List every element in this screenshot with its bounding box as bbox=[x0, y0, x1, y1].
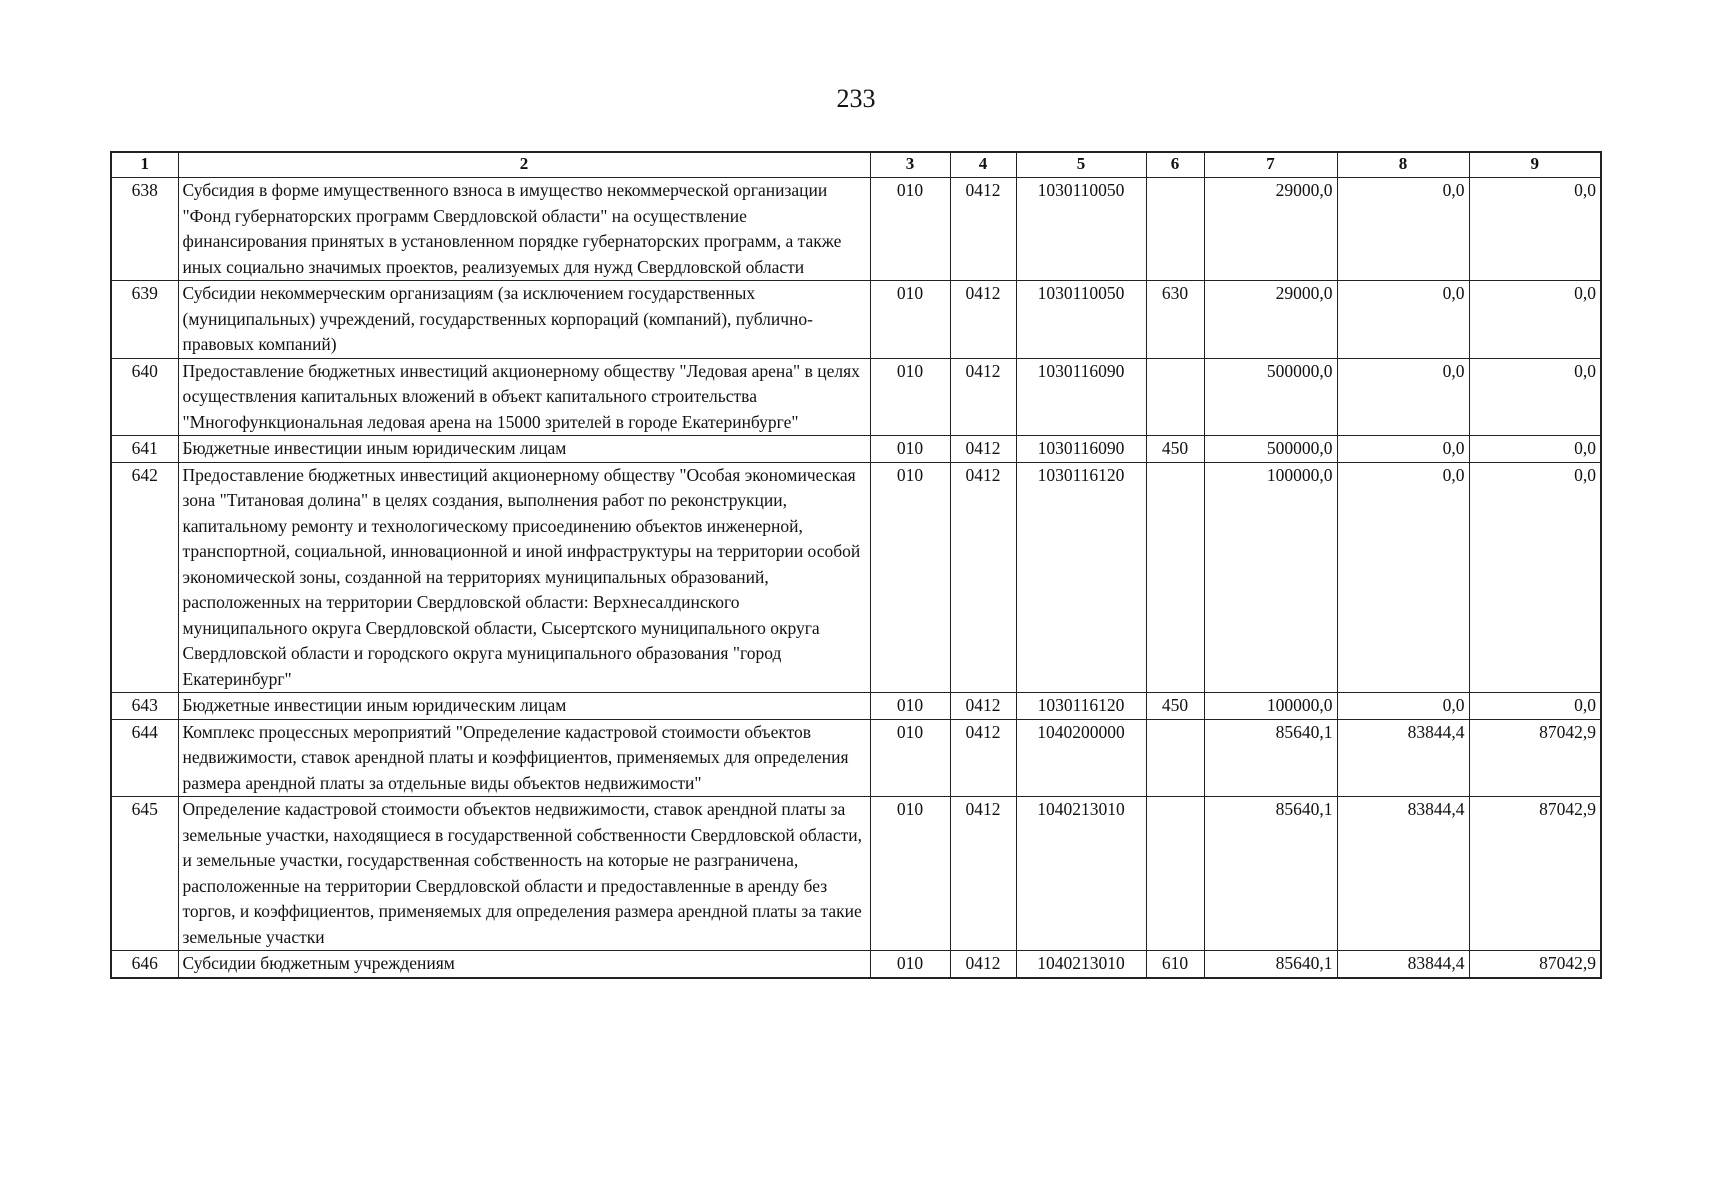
cell-col8: 0,0 bbox=[1337, 358, 1469, 436]
cell-col8: 0,0 bbox=[1337, 178, 1469, 281]
row-number: 645 bbox=[111, 797, 178, 951]
row-number: 642 bbox=[111, 462, 178, 693]
row-number: 640 bbox=[111, 358, 178, 436]
column-header: 8 bbox=[1337, 152, 1469, 178]
cell-col9: 87042,9 bbox=[1469, 797, 1601, 951]
cell-col3: 010 bbox=[870, 951, 950, 978]
cell-col9: 0,0 bbox=[1469, 281, 1601, 359]
column-header: 2 bbox=[178, 152, 870, 178]
cell-col5: 1030116120 bbox=[1016, 693, 1146, 720]
cell-col4: 0412 bbox=[950, 797, 1016, 951]
cell-col6: 610 bbox=[1146, 951, 1204, 978]
row-description: Субсидии некоммерческим организациям (за исключением государственных (муниципальных) учреждений, государственных корпораций (компаний), публично-правовых компаний) bbox=[178, 281, 870, 359]
cell-col4: 0412 bbox=[950, 951, 1016, 978]
cell-col7: 85640,1 bbox=[1204, 951, 1337, 978]
cell-col6 bbox=[1146, 178, 1204, 281]
cell-col5: 1040213010 bbox=[1016, 951, 1146, 978]
cell-col6: 450 bbox=[1146, 436, 1204, 463]
row-description: Предоставление бюджетных инвестиций акционерному обществу "Особая экономическая зона "Титановая долина" в целях создания, выполнения работ по реконструкции, капитальному ремонту и технологическому присоединению объектов инженерной, транспортной, социальной, инновационной и иной инфраструктуры на территории особой экономической зоны, созданной на территориях муниципальных образований, расположенных на территории Свердловской области: Верхнесалдинского муниципального округа Свердловской области, Сысертского муниципального округа Свердловской области и городского округа муниципального образования "город Екатеринбург" bbox=[178, 462, 870, 693]
cell-col6 bbox=[1146, 719, 1204, 797]
cell-col4: 0412 bbox=[950, 178, 1016, 281]
cell-col8: 0,0 bbox=[1337, 436, 1469, 463]
cell-col3: 010 bbox=[870, 719, 950, 797]
cell-col5: 1030110050 bbox=[1016, 178, 1146, 281]
cell-col9: 0,0 bbox=[1469, 462, 1601, 693]
cell-col6: 630 bbox=[1146, 281, 1204, 359]
cell-col8: 83844,4 bbox=[1337, 797, 1469, 951]
cell-col3: 010 bbox=[870, 281, 950, 359]
cell-col7: 100000,0 bbox=[1204, 693, 1337, 720]
cell-col3: 010 bbox=[870, 797, 950, 951]
cell-col6 bbox=[1146, 358, 1204, 436]
cell-col6 bbox=[1146, 462, 1204, 693]
cell-col3: 010 bbox=[870, 358, 950, 436]
budget-table bbox=[110, 151, 1602, 979]
cell-col4: 0412 bbox=[950, 462, 1016, 693]
cell-col7: 500000,0 bbox=[1204, 358, 1337, 436]
cell-col7: 29000,0 bbox=[1204, 281, 1337, 359]
table-row bbox=[111, 797, 1601, 951]
column-header: 3 bbox=[870, 152, 950, 178]
cell-col8: 83844,4 bbox=[1337, 951, 1469, 978]
row-number: 641 bbox=[111, 436, 178, 463]
header-row bbox=[111, 152, 1601, 178]
table-row bbox=[111, 693, 1601, 720]
cell-col5: 1030116090 bbox=[1016, 436, 1146, 463]
cell-col3: 010 bbox=[870, 693, 950, 720]
cell-col7: 85640,1 bbox=[1204, 797, 1337, 951]
cell-col7: 500000,0 bbox=[1204, 436, 1337, 463]
cell-col7: 100000,0 bbox=[1204, 462, 1337, 693]
row-number: 646 bbox=[111, 951, 178, 978]
table-row bbox=[111, 719, 1601, 797]
cell-col6: 450 bbox=[1146, 693, 1204, 720]
cell-col4: 0412 bbox=[950, 436, 1016, 463]
cell-col4: 0412 bbox=[950, 693, 1016, 720]
column-header: 7 bbox=[1204, 152, 1337, 178]
table-row bbox=[111, 281, 1601, 359]
table-row bbox=[111, 358, 1601, 436]
column-header: 9 bbox=[1469, 152, 1601, 178]
column-header: 4 bbox=[950, 152, 1016, 178]
cell-col7: 85640,1 bbox=[1204, 719, 1337, 797]
column-header: 6 bbox=[1146, 152, 1204, 178]
row-number: 644 bbox=[111, 719, 178, 797]
cell-col5: 1030116090 bbox=[1016, 358, 1146, 436]
cell-col5: 1030116120 bbox=[1016, 462, 1146, 693]
row-description: Бюджетные инвестиции иным юридическим лицам bbox=[178, 436, 870, 463]
cell-col3: 010 bbox=[870, 462, 950, 693]
cell-col5: 1040200000 bbox=[1016, 719, 1146, 797]
row-description: Бюджетные инвестиции иным юридическим лицам bbox=[178, 693, 870, 720]
cell-col5: 1040213010 bbox=[1016, 797, 1146, 951]
cell-col4: 0412 bbox=[950, 281, 1016, 359]
cell-col5: 1030110050 bbox=[1016, 281, 1146, 359]
row-number: 643 bbox=[111, 693, 178, 720]
cell-col8: 0,0 bbox=[1337, 281, 1469, 359]
row-description: Субсидия в форме имущественного взноса в имущество некоммерческой организации "Фонд губернаторских программ Свердловской области" на осуществление финансирования принятых в установленном порядке губернаторских программ, а также иных социально значимых проектов, реализуемых для нужд Свердловской области bbox=[178, 178, 870, 281]
column-header: 1 bbox=[111, 152, 178, 178]
cell-col9: 0,0 bbox=[1469, 358, 1601, 436]
row-number: 639 bbox=[111, 281, 178, 359]
table-row bbox=[111, 436, 1601, 463]
cell-col3: 010 bbox=[870, 436, 950, 463]
row-number: 638 bbox=[111, 178, 178, 281]
table-row bbox=[111, 178, 1601, 281]
cell-col6 bbox=[1146, 797, 1204, 951]
cell-col4: 0412 bbox=[950, 358, 1016, 436]
row-description: Предоставление бюджетных инвестиций акционерному обществу "Ледовая арена" в целях осуществления капитальных вложений в объект капитального строительства "Многофункциональная ледовая арена на 15000 зрителей в городе Екатеринбурге" bbox=[178, 358, 870, 436]
cell-col9: 87042,9 bbox=[1469, 951, 1601, 978]
cell-col7: 29000,0 bbox=[1204, 178, 1337, 281]
row-description: Субсидии бюджетным учреждениям bbox=[178, 951, 870, 978]
table-row bbox=[111, 951, 1601, 978]
column-header: 5 bbox=[1016, 152, 1146, 178]
row-description: Комплекс процессных мероприятий "Определение кадастровой стоимости объектов недвижимости, ставок арендной платы и коэффициентов, применяемых для определения размера арендной платы за отдельные виды объектов недвижимости" bbox=[178, 719, 870, 797]
row-description: Определение кадастровой стоимости объектов недвижимости, ставок арендной платы за земельные участки, находящиеся в государственной собственности Свердловской области, и земельные участки, государственная собственность на которые не разграничена, расположенные на территории Свердловской области и предоставленные в аренду без торгов, и коэффициентов, применяемых для определения размера арендной платы за такие земельные участки bbox=[178, 797, 870, 951]
cell-col8: 0,0 bbox=[1337, 462, 1469, 693]
cell-col8: 0,0 bbox=[1337, 693, 1469, 720]
cell-col9: 0,0 bbox=[1469, 436, 1601, 463]
cell-col9: 0,0 bbox=[1469, 693, 1601, 720]
cell-col9: 0,0 bbox=[1469, 178, 1601, 281]
cell-col3: 010 bbox=[870, 178, 950, 281]
cell-col4: 0412 bbox=[950, 719, 1016, 797]
cell-col9: 87042,9 bbox=[1469, 719, 1601, 797]
page-number: 233 bbox=[836, 84, 876, 113]
cell-col8: 83844,4 bbox=[1337, 719, 1469, 797]
table-row bbox=[111, 462, 1601, 693]
